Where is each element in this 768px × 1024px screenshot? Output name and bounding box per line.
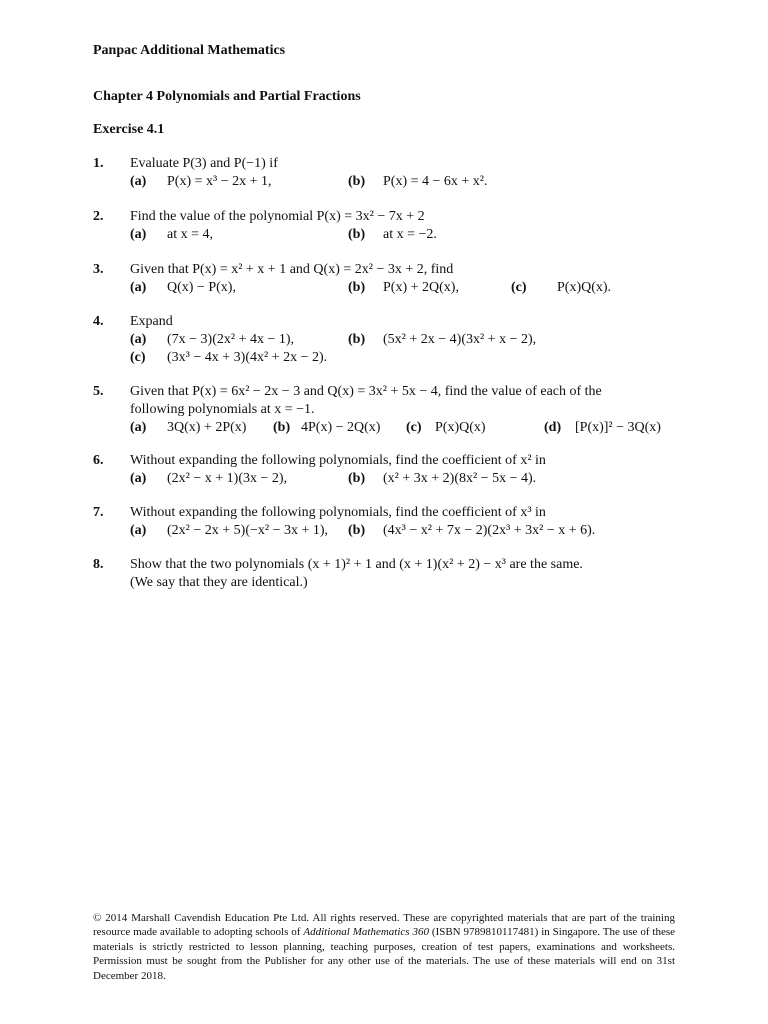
question-number: 8.: [93, 557, 104, 572]
part-text: P(x)Q(x): [435, 420, 486, 435]
part-label: (a): [130, 280, 147, 295]
question-number: 4.: [93, 314, 104, 329]
part-text: Q(x) − P(x),: [167, 280, 236, 295]
part-label: (b): [273, 420, 291, 435]
part-text: (x² + 3x + 2)(8x² − 5x − 4).: [383, 471, 537, 486]
part-label: (a): [130, 523, 147, 538]
part-label: (a): [130, 174, 147, 189]
part-label: (b): [348, 471, 366, 486]
part-label: (b): [348, 523, 366, 538]
exercise-title: Exercise 4.1: [93, 122, 165, 137]
footer-text: (ISBN 9789810117481) in Singapore. The use of these materials is strictly restricted to lesson planning, teaching purposes, creation of test papers, examinations and worksheets. Permission must be sought from the Publisher for any other use of the materials. The use of these materials will end on 31st December 2018.: [93, 926, 676, 982]
question-number: 1.: [93, 156, 104, 171]
part-label: (b): [348, 227, 366, 242]
chapter-title: Chapter 4 Polynomials and Partial Fractions: [93, 89, 361, 104]
footer-text: © 2014 Marshall Cavendish Education Pte Ltd. All rights reserved. These are copyrighted materials that are part of the training resource made available to adopting schools of: [93, 912, 675, 939]
question-text: Evaluate P(3) and P(−1) if: [130, 156, 278, 171]
part-label: (b): [348, 280, 366, 295]
part-text: 3Q(x) + 2P(x): [167, 420, 247, 435]
question-text: Given that P(x) = 6x² − 2x − 3 and Q(x) = 3x² + 5x − 4, find the value of each of the: [130, 384, 602, 399]
question-number: 5.: [93, 384, 104, 399]
question-text: Expand: [130, 314, 173, 329]
question-number: 3.: [93, 262, 104, 277]
question-number: 2.: [93, 209, 104, 224]
part-label: (c): [511, 280, 527, 295]
question-text: (We say that they are identical.): [130, 575, 308, 590]
part-label: (a): [130, 332, 147, 347]
part-label: (b): [348, 332, 366, 347]
part-text: (4x³ − x² + 7x − 2)(2x³ + 3x² − x + 6).: [383, 523, 596, 538]
part-label: (d): [544, 420, 562, 435]
part-text: 4P(x) − 2Q(x): [301, 420, 381, 435]
book-title: Panpac Additional Mathematics: [93, 43, 286, 58]
question-text: Show that the two polynomials (x + 1)² + 1 and (x + 1)(x² + 2) − x³ are the same.: [130, 557, 583, 572]
copyright-footer: [93, 911, 675, 983]
part-text: [P(x)]² − 3Q(x): [575, 420, 661, 435]
part-text: (3x³ − 4x + 3)(4x² + 2x − 2).: [167, 350, 328, 365]
part-text: (2x² − 2x + 5)(−x² − 3x + 1),: [167, 523, 329, 538]
question-number: 6.: [93, 453, 104, 468]
part-label: (c): [130, 350, 146, 365]
part-text: at x = 4,: [167, 227, 213, 242]
part-text: (2x² − x + 1)(3x − 2),: [167, 471, 288, 486]
part-text: (7x − 3)(2x² + 4x − 1),: [167, 332, 295, 347]
part-text: at x = −2.: [383, 227, 437, 242]
footer-book-title: Additional Mathematics 360: [303, 926, 429, 939]
part-label: (a): [130, 471, 147, 486]
question-text: Without expanding the following polynomials, find the coefficient of x³ in: [130, 505, 546, 520]
part-text: P(x) = x³ − 2x + 1,: [167, 174, 272, 189]
part-label: (b): [348, 174, 366, 189]
question-text: following polynomials at x = −1.: [130, 402, 315, 417]
part-text: P(x) = 4 − 6x + x².: [383, 174, 488, 189]
question-text: Without expanding the following polynomials, find the coefficient of x² in: [130, 453, 546, 468]
question-text: Find the value of the polynomial P(x) = 3x² − 7x + 2: [130, 209, 425, 224]
part-text: P(x) + 2Q(x),: [383, 280, 459, 295]
part-label: (c): [406, 420, 422, 435]
part-label: (a): [130, 227, 147, 242]
question-number: 7.: [93, 505, 104, 520]
part-label: (a): [130, 420, 147, 435]
part-text: (5x² + 2x − 4)(3x² + x − 2),: [383, 332, 537, 347]
question-text: Given that P(x) = x² + x + 1 and Q(x) = 2x² − 3x + 2, find: [130, 262, 454, 277]
part-text: P(x)Q(x).: [557, 280, 612, 295]
